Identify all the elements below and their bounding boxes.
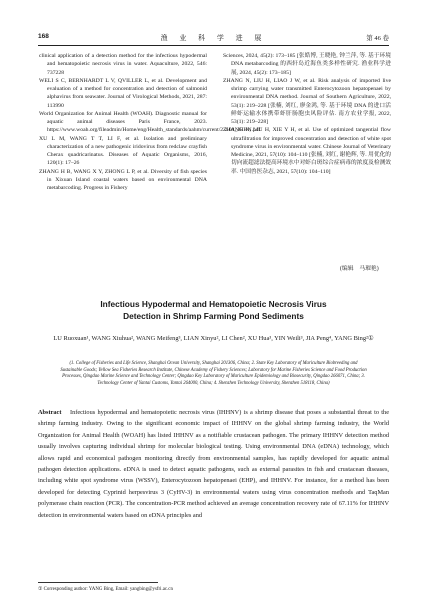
reference-entry: ZHANG N, LIU H, LIAO J W, et al. Risk analysis of imported live shrimp carrying water transmitted Enterocytozoon hepatopenaei by environmental DNA method. Journal of Southern Agriculture, 2022, 53(1): 219–228 [张楠, 刘红, 廖金鸿, 等. 基于环境 DNA 的进口活鲜虾运输水体携带虾肝肠胞虫风险评估. 南方农业学报, 2022, 53(1): 219–228]	[223, 77, 391, 125]
abstract-label: Abstract	[38, 409, 62, 416]
reference-entry: XU L M, WANG T T, LI F, et al. Isolation and preliminary characterization of a new pathogenic iridovirus from redclaw crayfish Cherax quadricarinatus. Diseases of Aquatic Organisms, 2016, 120(1): 17–26	[39, 135, 207, 167]
reference-entry: ZHANG H B, WANG X Y, ZHONG L P, et al. Diversity of fish species in Xixuan Island coastal waters based on environmental DNA metabarcoding. Progress in Fishery	[39, 168, 207, 191]
editor-note: (编辑 马璀艳)	[340, 266, 379, 272]
corresponding-author-footnote: ① Corresponding author: YANG Bing, Email: yangbing@ysfri.ac.cn	[38, 587, 173, 592]
reference-entry: Sciences, 2024, 45(2): 173–185 [张皓博, 王晓艳, 钟兰萍, 等. 基于环境 DNA metabarcoding 的西轩岛近海鱼类多样性研究. 渔业科学进展, 2024, 45(2): 173–185]	[223, 53, 391, 76]
title-line: Detection in Shrimp Farming Pond Sediments	[123, 311, 304, 321]
title-line: Infectious Hypodermal and Hematopoietic Necrosis Virus	[100, 299, 327, 309]
footnote-rule	[38, 582, 158, 583]
journal-title: 渔 业 科 学 进 展	[160, 34, 267, 42]
header-rule	[38, 45, 389, 46]
references-left-column	[39, 52, 261, 192]
abstract-text: Infectious hypodermal and hematopoietic necrosis virus (IHHNV) is a shrimp disease that poses a substantial threat to the shrimp farming industry. Owing to the significant economic impact of IHHNV on the global shrimp farming industry, the World Organization for Animal Health (WOAH) has listed IHHNV as a notifiable crustacean pathogen. The primary IHHNV detection method usually involves capturing individual shrimp for molecular biological testing. Using environmental DNA (eDNA) technology, which allows rapid and economical pathogen monitoring directly from environmental samples, has rapidly developed for aquatic animal pathogen detection applications. eDNA is used to detect aquatic pathogens, such as external parasites in fish and crustacean diseases, including white spot syndrome virus (WSSV), Enterocytozoon hepatopenaei (EHP), and IHHNV. For instance, for a method has been developed for detecting Cyprinid herpesvirus 3 (CyHV-3) in environmental waters using virus concentration methods and TaqMan polymerase chain reaction (PCR). The concentration-PCR method achieved an average concentration recovery rate of 67.11% for IHHNV detection in environmental waters based on eDNA principles and	[38, 409, 389, 519]
abstract	[38, 407, 389, 521]
author-list: LU Ruoxuan¹, WANG Xiuhua², WANG Meifeng³, LIAN Xinyu², LI Chen², XU Hua³, YIN Weili³, JIA Peng⁴, YANG Bing²①	[53, 335, 374, 342]
page-number: 168	[38, 33, 49, 40]
reference-entry: ZHANG N, LIU H, XIE Y H, et al. Use of optimized tangential flow ultrafiltration for improved concentration and detection of white spot syndrome virus in environmental water. Chinese Journal of Veterinary Medicine, 2021, 57(10): 104–110 [张楠, 刘红, 谢艳辉, 等. 用优化的切向流超滤法提高环境水中对虾白斑综合症病毒的浓度及检测效率. 中国兽医杂志, 2021, 57(10): 104–110]	[223, 127, 391, 175]
reference-entry: World Organization for Animal Health (WOAH). Diagnostic manual for aquatic animal diseases Paris France, 2023. https://www.woah.org/fileadmin/Home/eng/Health_standards/aahm/current/2.2.04_IHHN.pdf	[39, 110, 261, 134]
affiliations: (1. College of Fisheries and Life Science, Shanghai Ocean University, Shanghai 201306, China; 2. State Key Laboratory of Mariculture Biobreeding and Sustainable Goods; Yellow Sea Fisheries Research Institute, Chinese Academy of Fishery Sciences; Laboratory for Marine Fisheries Science and Food Production Processes, Qingdao Marine Science and Technology Center; Qingdao Key Laboratory of Mariculture Epidemiology and Biosecurity, Qingdao 266071, China; 3. Technology Center of Yantai Customs, Yantai 264000, China; 4. Shenzhen Technology University, Shenzhen 518118, China)	[60, 361, 367, 386]
running-header	[38, 33, 389, 45]
volume-label: 第 46 卷	[366, 35, 389, 42]
english-title	[38, 298, 389, 322]
reference-entry: clinical application of a detection method for the infectious hypodermal and hematopoietic necrosis virus in water. Aquaculture, 2022, 546: 737228	[39, 53, 207, 76]
references-right-column	[223, 52, 391, 176]
reference-entry: WELI S C, BERNHARDT L V, QVILLER L, et al. Development and evaluation of a method for concentration and detection of salmonid alphavirus from seawater. Journal of Virological Methods, 2021, 287: 113990	[39, 77, 207, 109]
